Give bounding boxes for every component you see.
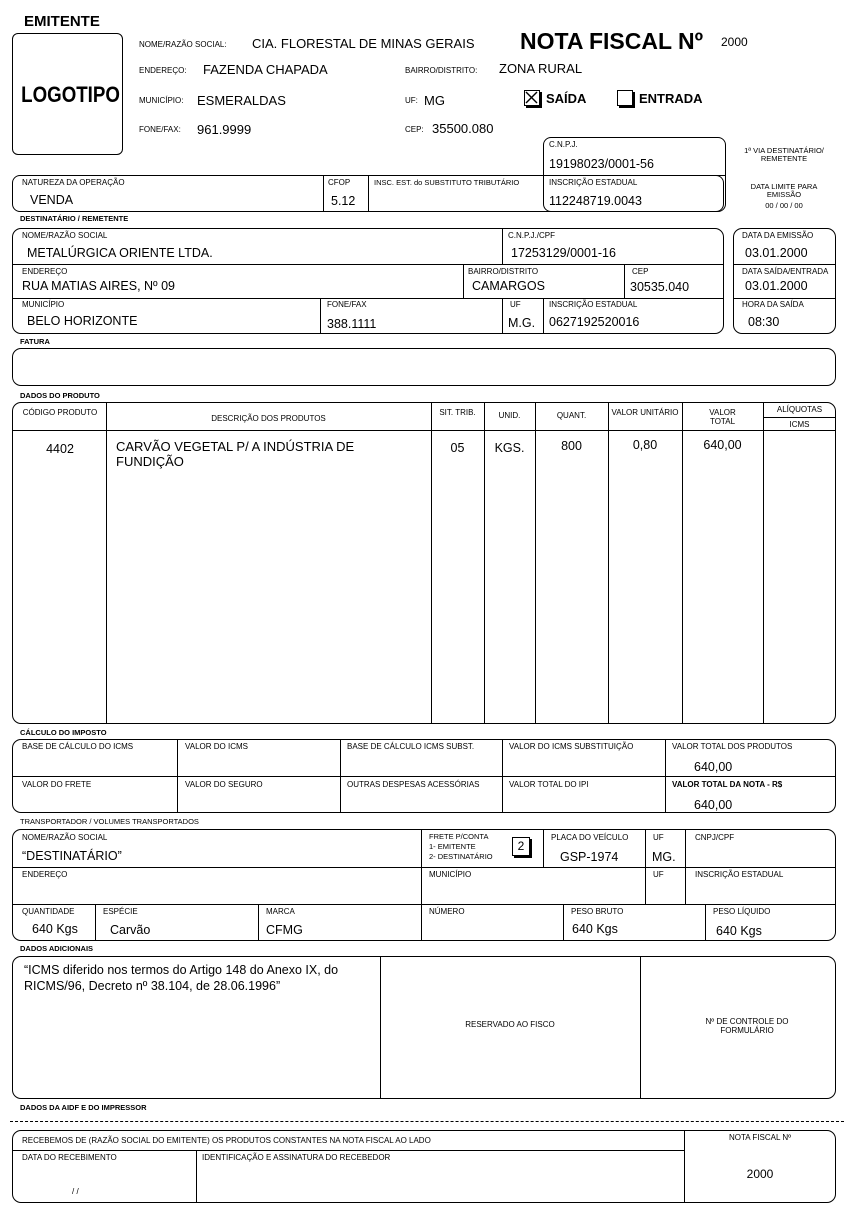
- cnpj-value: 19198023/0001-56: [549, 157, 654, 171]
- adicionais-title: DADOS ADICIONAIS: [20, 944, 94, 953]
- row-vtotal: 640,00: [703, 438, 742, 452]
- transp-ie-label: INSCRIÇÃO ESTADUAL: [695, 870, 784, 879]
- data-limite-label: DATA LIMITE PARA EMISSÃO: [750, 182, 818, 199]
- emitente-endereco-label: ENDEREÇO:: [139, 66, 187, 75]
- canhoto-nota-label: NOTA FISCAL Nº: [728, 1133, 792, 1142]
- recebemos-label: RECEBEMOS DE (RAZÃO SOCIAL DO EMITENTE) OS PRODUTOS CONSTANTES NA NOTA FISCAL AO LADO: [22, 1136, 431, 1145]
- row-vunit: 0,80: [632, 438, 658, 452]
- dest-nome-label: NOME/RAZÃO SOCIAL: [22, 231, 108, 240]
- emitente-bairro-label: BAIRRO/DISTRITO:: [405, 66, 478, 75]
- col-vtotal: VALOR TOTAL: [709, 408, 736, 426]
- dest-cnpj-label: C.N.P.J./CPF: [508, 231, 555, 240]
- frete-conta-label-3: 2- DESTINATÁRIO: [429, 852, 493, 861]
- valor-subst-label: VALOR DO ICMS SUBSTITUIÇÃO: [509, 742, 634, 751]
- dest-municipio: BELO HORIZONTE: [27, 314, 138, 328]
- entrada-label: ENTRADA: [639, 91, 703, 106]
- logo-box: [12, 33, 123, 155]
- canhoto-numero: 2000: [746, 1167, 774, 1181]
- entrada-checkbox[interactable]: [617, 90, 633, 106]
- row-unid: KGS.: [494, 441, 525, 455]
- fatura-title: FATURA: [20, 337, 50, 346]
- frete-conta-label-2: 1- EMITENTE: [429, 842, 476, 851]
- col-unid: UNID.: [498, 411, 521, 420]
- emitente-municipio-label: MUNICÍPIO:: [139, 96, 184, 105]
- dest-cep-label: CEP: [632, 267, 649, 276]
- transp-municipio-label: MUNICÍPIO: [429, 870, 472, 879]
- dest-uf-label: UF: [510, 300, 521, 309]
- quantidade: 640 Kgs: [32, 922, 78, 936]
- base-icms-label: BASE DE CÁLCULO DO ICMS: [22, 742, 134, 751]
- natureza-value: VENDA: [30, 193, 74, 207]
- frete-conta-label-1: FRETE P/CONTA: [429, 832, 489, 841]
- peso-bruto: 640 Kgs: [572, 922, 618, 936]
- emitente-uf: MG: [424, 93, 445, 108]
- destinatario-title: DESTINATÁRIO / REMETENTE: [20, 214, 129, 223]
- col-vunit: VALOR UNITÁRIO: [611, 408, 679, 417]
- ie-label: INSCRIÇÃO ESTADUAL: [549, 178, 638, 187]
- base-subst-label: BASE DE CÁLCULO ICMS SUBST.: [347, 742, 475, 751]
- data-limite-value: 00 / 00 / 00: [765, 201, 803, 210]
- dest-bairro: CAMARGOS: [472, 279, 545, 293]
- emitente-municipio: ESMERALDAS: [197, 93, 286, 108]
- marca-label: MARCA: [266, 907, 295, 916]
- cfop-value: 5.12: [331, 194, 356, 208]
- numero-label: NÚMERO: [429, 907, 465, 916]
- frete-conta-box[interactable]: 2: [512, 837, 530, 856]
- col-quant: QUANT.: [556, 411, 587, 420]
- valor-icms-label: VALOR DO ICMS: [185, 742, 248, 751]
- col-sit: SIT. TRIB.: [439, 408, 476, 417]
- transp-nome: “DESTINATÁRIO”: [22, 849, 122, 863]
- dest-bairro-label: BAIRRO/DISTRITO: [468, 267, 539, 276]
- identificacao-label: IDENTIFICAÇÃO E ASSINATURA DO RECEBEDOR: [202, 1153, 391, 1162]
- saida-checkbox[interactable]: [524, 90, 540, 106]
- data-emissao-label: DATA DA EMISSÃO: [742, 231, 814, 240]
- total-produtos-label: VALOR TOTAL DOS PRODUTOS: [672, 742, 793, 751]
- dest-cep: 30535.040: [630, 280, 690, 294]
- reservado-fisco: RESERVADO AO FISCO: [465, 1020, 555, 1029]
- dest-municipio-label: MUNICÍPIO: [22, 300, 65, 309]
- check-x-icon: [525, 91, 538, 104]
- ipi-label: VALOR TOTAL DO IPI: [509, 780, 589, 789]
- data-emissao: 03.01.2000: [745, 246, 808, 260]
- emitente-uf-label: UF:: [405, 96, 418, 105]
- data-recebimento-sep[interactable]: / /: [72, 1187, 79, 1196]
- total-nota-label: VALOR TOTAL DA NOTA - R$: [672, 780, 783, 789]
- calculo-title: CÁLCULO DO IMPOSTO: [20, 728, 107, 737]
- transportador-title: TRANSPORTADOR / VOLUMES TRANSPORTADOS: [20, 817, 199, 826]
- cfop-label: CFOP: [328, 178, 351, 187]
- hora-saida: 08:30: [748, 315, 780, 329]
- data-saida-label: DATA SAÍDA/ENTRADA: [742, 267, 829, 276]
- dest-fone-label: FONE/FAX: [327, 300, 367, 309]
- emitente-fone-label: FONE/FAX:: [139, 125, 181, 134]
- ie-subst-label: INSC. EST. do SUBSTITUTO TRIBUTÁRIO: [374, 178, 520, 187]
- adicionais-texto: “ICMS diferido nos termos do Artigo 148 do Anexo IX, do RICMS/96, Decreto nº 38.104, de 28.06.1996”: [24, 963, 339, 993]
- controle-formulario: Nº DE CONTROLE DO FORMULÁRIO: [705, 1017, 789, 1035]
- placa-label: PLACA DO VEÍCULO: [551, 833, 629, 842]
- peso-liquido-label: PESO LÍQUIDO: [713, 907, 771, 916]
- col-codigo: CÓDIGO PRODUTO: [22, 408, 98, 417]
- emitente-cep: 35500.080: [432, 121, 494, 136]
- natureza-label: NATUREZA DA OPERAÇÃO: [22, 178, 125, 187]
- dest-nome: METALÚRGICA ORIENTE LTDA.: [27, 246, 213, 260]
- nota-fiscal-numero: 2000: [721, 35, 748, 49]
- transp-uf-label: UF: [653, 833, 664, 842]
- transp-nome-label: NOME/RAZÃO SOCIAL: [22, 833, 108, 842]
- peso-bruto-label: PESO BRUTO: [571, 907, 624, 916]
- dest-uf: M.G.: [508, 316, 536, 330]
- dest-cnpj: 17253129/0001-16: [511, 246, 616, 260]
- saida-label: SAÍDA: [546, 91, 587, 106]
- emitente-endereco: FAZENDA CHAPADA: [203, 62, 328, 77]
- ie-value: 112248719.0043: [549, 194, 642, 208]
- row-descricao: CARVÃO VEGETAL P/ A INDÚSTRIA DE FUNDIÇÃO: [116, 439, 355, 469]
- frete-label: VALOR DO FRETE: [22, 780, 92, 789]
- transp-endereco-label: ENDEREÇO: [22, 870, 68, 879]
- emitente-nome-label: NOME/RAZÃO SOCIAL:: [139, 40, 227, 49]
- cut-line: [10, 1121, 844, 1122]
- emitente-fone: 961.9999: [197, 122, 252, 137]
- col-aliquotas: ALÍQUOTAS: [776, 405, 823, 414]
- fatura-box: [12, 348, 836, 386]
- dest-ie-label: INSCRIÇÃO ESTADUAL: [549, 300, 638, 309]
- outras-label: OUTRAS DESPESAS ACESSÓRIAS: [347, 780, 480, 789]
- placa: GSP-1974: [560, 850, 619, 864]
- emitente-title: EMITENTE: [24, 13, 100, 30]
- row-sit: 05: [450, 441, 465, 455]
- seguro-label: VALOR DO SEGURO: [185, 780, 263, 789]
- dest-ie: 0627192520016: [549, 315, 640, 329]
- peso-liquido: 640 Kgs: [716, 924, 762, 938]
- dest-endereco: RUA MATIAS AIRES, Nº 09: [22, 279, 175, 293]
- via-label: 1ª VIA DESTINATÁRIO/ REMETENTE: [744, 146, 824, 163]
- especie: Carvão: [110, 923, 151, 937]
- col-descricao: DESCRIÇÃO DOS PRODUTOS: [211, 414, 326, 423]
- data-saida: 03.01.2000: [745, 279, 808, 293]
- produtos-title: DADOS DO PRODUTO: [20, 391, 100, 400]
- logo-placeholder: LOGOTIPO: [21, 82, 120, 107]
- marca: CFMG: [266, 923, 303, 937]
- transp-cnpj-label: CNPJ/CPF: [695, 833, 735, 842]
- hora-saida-label: HORA DA SAÍDA: [742, 300, 804, 309]
- total-nota: 640,00: [694, 798, 733, 812]
- data-recebimento-label: DATA DO RECEBIMENTO: [22, 1153, 117, 1162]
- dest-endereco-label: ENDEREÇO: [22, 267, 68, 276]
- nota-fiscal-title: NOTA FISCAL Nº: [520, 28, 704, 54]
- col-icms: ICMS: [789, 420, 810, 429]
- especie-label: ESPÉCIE: [103, 907, 138, 916]
- emitente-bairro: ZONA RURAL: [499, 61, 583, 76]
- transp-uf2-label: UF: [653, 870, 664, 879]
- row-codigo: 4402: [46, 442, 74, 456]
- emitente-cep-label: CEP:: [405, 125, 424, 134]
- dest-fone: 388.1111: [327, 317, 377, 331]
- aidf-title: DADOS DA AIDF E DO IMPRESSOR: [20, 1103, 147, 1112]
- row-quant: 800: [561, 439, 582, 453]
- quantidade-label: QUANTIDADE: [22, 907, 75, 916]
- transp-uf: MG.: [652, 850, 676, 864]
- cnpj-label: C.N.P.J.: [549, 140, 578, 149]
- total-produtos: 640,00: [694, 760, 733, 774]
- emitente-nome: CIA. FLORESTAL DE MINAS GERAIS: [252, 36, 475, 51]
